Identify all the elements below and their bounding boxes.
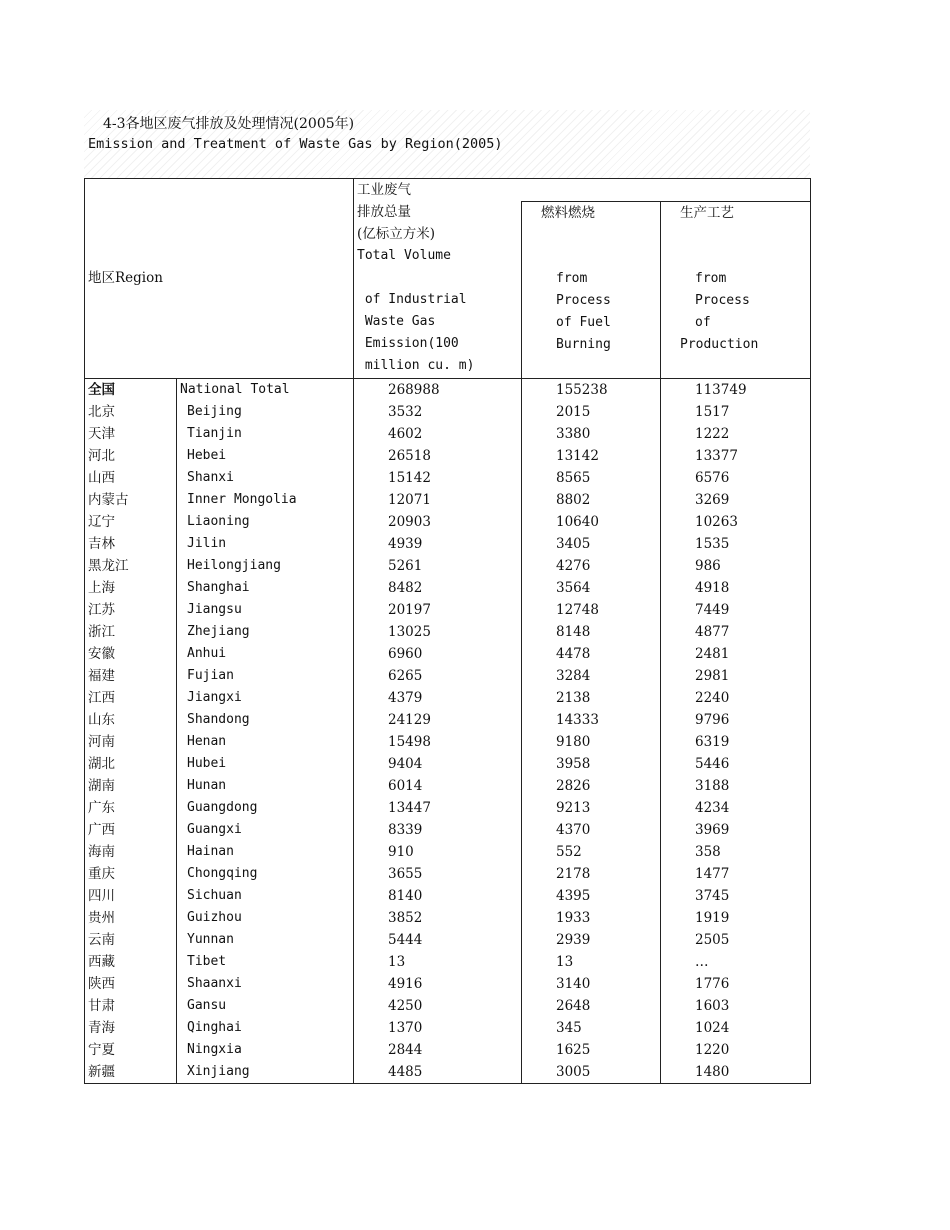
table-row [85, 1039, 811, 1061]
production-process-cell: 1222 [661, 423, 811, 445]
table-row [85, 533, 811, 555]
total-volume-cell: 6960 [354, 643, 522, 665]
table-header [85, 179, 811, 379]
table-row [85, 665, 811, 687]
table-row [85, 599, 811, 621]
total-volume-cell: 13447 [354, 797, 522, 819]
header-region-label: 地区Region [88, 270, 163, 286]
total-volume-cell: 910 [354, 841, 522, 863]
region-name-cn: 福建 [85, 665, 177, 687]
header-fuel-cell [522, 202, 661, 379]
table-row [85, 775, 811, 797]
fuel-burning-cell: 3958 [522, 753, 661, 775]
fuel-burning-cell: 13 [522, 951, 661, 973]
region-name-cn: 青海 [85, 1017, 177, 1039]
region-name-cn: 陕西 [85, 973, 177, 995]
total-volume-cell: 4916 [354, 973, 522, 995]
fuel-burning-cell: 8565 [522, 467, 661, 489]
region-name-cn: 四川 [85, 885, 177, 907]
total-volume-cell: 4485 [354, 1061, 522, 1084]
region-name-en: Sichuan [177, 885, 354, 907]
production-process-cell: 3745 [661, 885, 811, 907]
region-name-en: Xinjiang [177, 1061, 354, 1084]
production-process-cell: 4234 [661, 797, 811, 819]
fuel-burning-cell: 9180 [522, 731, 661, 753]
total-volume-cell: 20197 [354, 599, 522, 621]
production-process-cell: 1480 [661, 1061, 811, 1084]
total-volume-cell: 8140 [354, 885, 522, 907]
region-name-en: Henan [177, 731, 354, 753]
fuel-burning-cell: 3284 [522, 665, 661, 687]
region-name-cn: 湖南 [85, 775, 177, 797]
region-name-en: Yunnan [177, 929, 354, 951]
production-process-cell: 10263 [661, 511, 811, 533]
table-row [85, 555, 811, 577]
fuel-burning-cell: 10640 [522, 511, 661, 533]
region-name-cn: 重庆 [85, 863, 177, 885]
table-row [85, 577, 811, 599]
fuel-burning-cell: 2648 [522, 995, 661, 1017]
total-volume-cell: 6265 [354, 665, 522, 687]
region-name-cn: 吉林 [85, 533, 177, 555]
total-volume-cell: 20903 [354, 511, 522, 533]
region-name-en: Tianjin [177, 423, 354, 445]
fuel-burning-cell: 3564 [522, 577, 661, 599]
region-name-en: Shanghai [177, 577, 354, 599]
region-name-en: Shaanxi [177, 973, 354, 995]
region-name-cn: 浙江 [85, 621, 177, 643]
fuel-burning-cell: 2939 [522, 929, 661, 951]
production-process-cell: 358 [661, 841, 811, 863]
total-volume-cell: 3532 [354, 401, 522, 423]
fuel-burning-cell: 552 [522, 841, 661, 863]
region-name-cn: 江苏 [85, 599, 177, 621]
table-row [85, 885, 811, 907]
fuel-burning-cell: 4395 [522, 885, 661, 907]
total-volume-cell: 4602 [354, 423, 522, 445]
fuel-burning-cell: 8148 [522, 621, 661, 643]
table-row [85, 907, 811, 929]
table-row [85, 401, 811, 423]
table-title-chinese: 4-3各地区废气排放及处理情况(2005年) [103, 116, 355, 132]
region-name-en: Qinghai [177, 1017, 354, 1039]
total-volume-cell: 13025 [354, 621, 522, 643]
region-name-en: Guizhou [177, 907, 354, 929]
region-name-cn: 广西 [85, 819, 177, 841]
region-name-en: Hainan [177, 841, 354, 863]
production-process-cell: 2505 [661, 929, 811, 951]
table-row [85, 951, 811, 973]
table-title-english: Emission and Treatment of Waste Gas by Region(2005) [88, 136, 503, 152]
production-process-cell: 1477 [661, 863, 811, 885]
header-production-en: from Process of Production [680, 271, 759, 352]
header-total-label: 工业废气 排放总量 (亿标立方米) Total Volume of Industrial Waste Gas Emission(100 million cu. m) [357, 182, 475, 373]
region-name-cn: 河北 [85, 445, 177, 467]
production-process-cell: 4877 [661, 621, 811, 643]
region-name-en: Heilongjiang [177, 555, 354, 577]
total-volume-cell: 24129 [354, 709, 522, 731]
total-volume-cell: 4250 [354, 995, 522, 1017]
total-volume-cell: 268988 [354, 379, 522, 402]
table-row [85, 445, 811, 467]
fuel-burning-cell: 4370 [522, 819, 661, 841]
region-name-en: Shanxi [177, 467, 354, 489]
table-row [85, 1061, 811, 1084]
production-process-cell: 4918 [661, 577, 811, 599]
region-name-cn: 天津 [85, 423, 177, 445]
total-volume-cell: 15142 [354, 467, 522, 489]
total-volume-cell: 3655 [354, 863, 522, 885]
production-process-cell: 1776 [661, 973, 811, 995]
production-process-cell: 3969 [661, 819, 811, 841]
region-name-cn: 宁夏 [85, 1039, 177, 1061]
fuel-burning-cell: 345 [522, 1017, 661, 1039]
region-name-en: Jiangsu [177, 599, 354, 621]
region-name-en: Jilin [177, 533, 354, 555]
total-volume-cell: 5261 [354, 555, 522, 577]
fuel-burning-cell: 1625 [522, 1039, 661, 1061]
region-name-cn: 甘肃 [85, 995, 177, 1017]
fuel-burning-cell: 3140 [522, 973, 661, 995]
region-name-en: Hunan [177, 775, 354, 797]
production-process-cell: 6319 [661, 731, 811, 753]
total-volume-cell: 15498 [354, 731, 522, 753]
table-row [85, 1017, 811, 1039]
region-name-en: Fujian [177, 665, 354, 687]
total-volume-cell: 12071 [354, 489, 522, 511]
region-name-cn: 黑龙江 [85, 555, 177, 577]
region-name-en: Guangdong [177, 797, 354, 819]
production-process-cell: 13377 [661, 445, 811, 467]
production-process-cell: 2240 [661, 687, 811, 709]
table-body [85, 379, 811, 1084]
table-row [85, 819, 811, 841]
region-name-cn: 山东 [85, 709, 177, 731]
table-row [85, 995, 811, 1017]
region-name-cn: 云南 [85, 929, 177, 951]
table-row [85, 797, 811, 819]
header-fuel-cn: 燃料燃烧 [541, 205, 595, 221]
region-name-cn: 西藏 [85, 951, 177, 973]
table-row [85, 973, 811, 995]
region-name-en: Beijing [177, 401, 354, 423]
production-process-cell: 5446 [661, 753, 811, 775]
region-name-en: Hebei [177, 445, 354, 467]
total-volume-cell: 9404 [354, 753, 522, 775]
emission-table [84, 178, 811, 1084]
fuel-burning-cell: 4276 [522, 555, 661, 577]
fuel-burning-cell: 14333 [522, 709, 661, 731]
table-row [85, 709, 811, 731]
region-name-cn: 江西 [85, 687, 177, 709]
total-volume-cell: 4379 [354, 687, 522, 709]
total-volume-cell: 2844 [354, 1039, 522, 1061]
fuel-burning-cell: 13142 [522, 445, 661, 467]
total-volume-cell: 13 [354, 951, 522, 973]
region-name-en: Zhejiang [177, 621, 354, 643]
region-name-cn: 湖北 [85, 753, 177, 775]
table-row [85, 753, 811, 775]
production-process-cell: 1517 [661, 401, 811, 423]
total-volume-cell: 4939 [354, 533, 522, 555]
region-name-cn: 北京 [85, 401, 177, 423]
header-gap [522, 179, 811, 202]
fuel-burning-cell: 12748 [522, 599, 661, 621]
header-region-cell [85, 179, 354, 379]
fuel-burning-cell: 2015 [522, 401, 661, 423]
table-row [85, 489, 811, 511]
table-row [85, 379, 811, 402]
production-process-cell: 1919 [661, 907, 811, 929]
region-name-cn: 山西 [85, 467, 177, 489]
production-process-cell: 986 [661, 555, 811, 577]
total-volume-cell: 1370 [354, 1017, 522, 1039]
region-name-cn: 贵州 [85, 907, 177, 929]
production-process-cell: 1220 [661, 1039, 811, 1061]
fuel-burning-cell: 9213 [522, 797, 661, 819]
table-row [85, 423, 811, 445]
table-row [85, 863, 811, 885]
table-row [85, 731, 811, 753]
fuel-burning-cell: 3405 [522, 533, 661, 555]
region-name-en: Liaoning [177, 511, 354, 533]
region-name-en: National Total [177, 379, 354, 402]
table-row [85, 643, 811, 665]
region-name-cn: 海南 [85, 841, 177, 863]
region-name-cn: 河南 [85, 731, 177, 753]
table-row [85, 621, 811, 643]
fuel-burning-cell: 8802 [522, 489, 661, 511]
region-name-cn: 内蒙古 [85, 489, 177, 511]
region-name-en: Chongqing [177, 863, 354, 885]
region-name-en: Inner Mongolia [177, 489, 354, 511]
total-volume-cell: 3852 [354, 907, 522, 929]
fuel-burning-cell: 3380 [522, 423, 661, 445]
region-name-en: Guangxi [177, 819, 354, 841]
production-process-cell: 3188 [661, 775, 811, 797]
production-process-cell: 9796 [661, 709, 811, 731]
region-name-cn: 新疆 [85, 1061, 177, 1084]
region-name-cn: 辽宁 [85, 511, 177, 533]
production-process-cell: 1535 [661, 533, 811, 555]
region-name-en: Hubei [177, 753, 354, 775]
table-row [85, 929, 811, 951]
region-name-en: Jiangxi [177, 687, 354, 709]
fuel-burning-cell: 2138 [522, 687, 661, 709]
header-production-cn: 生产工艺 [680, 205, 734, 221]
production-process-cell: 7449 [661, 599, 811, 621]
region-name-en: Ningxia [177, 1039, 354, 1061]
header-fuel-en: from Process of Fuel Burning [556, 271, 611, 352]
production-process-cell: 113749 [661, 379, 811, 402]
region-name-en: Anhui [177, 643, 354, 665]
region-name-en: Tibet [177, 951, 354, 973]
header-production-cell [661, 202, 811, 379]
total-volume-cell: 26518 [354, 445, 522, 467]
production-process-cell: 1603 [661, 995, 811, 1017]
total-volume-cell: 6014 [354, 775, 522, 797]
total-volume-cell: 8339 [354, 819, 522, 841]
fuel-burning-cell: 3005 [522, 1061, 661, 1084]
production-process-cell: … [661, 951, 811, 973]
production-process-cell: 2481 [661, 643, 811, 665]
production-process-cell: 3269 [661, 489, 811, 511]
total-volume-cell: 8482 [354, 577, 522, 599]
table-row [85, 841, 811, 863]
production-process-cell: 1024 [661, 1017, 811, 1039]
total-volume-cell: 5444 [354, 929, 522, 951]
region-name-cn: 全国 [85, 379, 177, 402]
table-row [85, 511, 811, 533]
fuel-burning-cell: 2178 [522, 863, 661, 885]
region-name-en: Shandong [177, 709, 354, 731]
fuel-burning-cell: 155238 [522, 379, 661, 402]
table-row [85, 687, 811, 709]
region-name-en: Gansu [177, 995, 354, 1017]
fuel-burning-cell: 4478 [522, 643, 661, 665]
header-total-cell [354, 179, 522, 379]
production-process-cell: 2981 [661, 665, 811, 687]
region-name-cn: 上海 [85, 577, 177, 599]
fuel-burning-cell: 1933 [522, 907, 661, 929]
fuel-burning-cell: 2826 [522, 775, 661, 797]
production-process-cell: 6576 [661, 467, 811, 489]
region-name-cn: 安徽 [85, 643, 177, 665]
table-row [85, 467, 811, 489]
region-name-cn: 广东 [85, 797, 177, 819]
